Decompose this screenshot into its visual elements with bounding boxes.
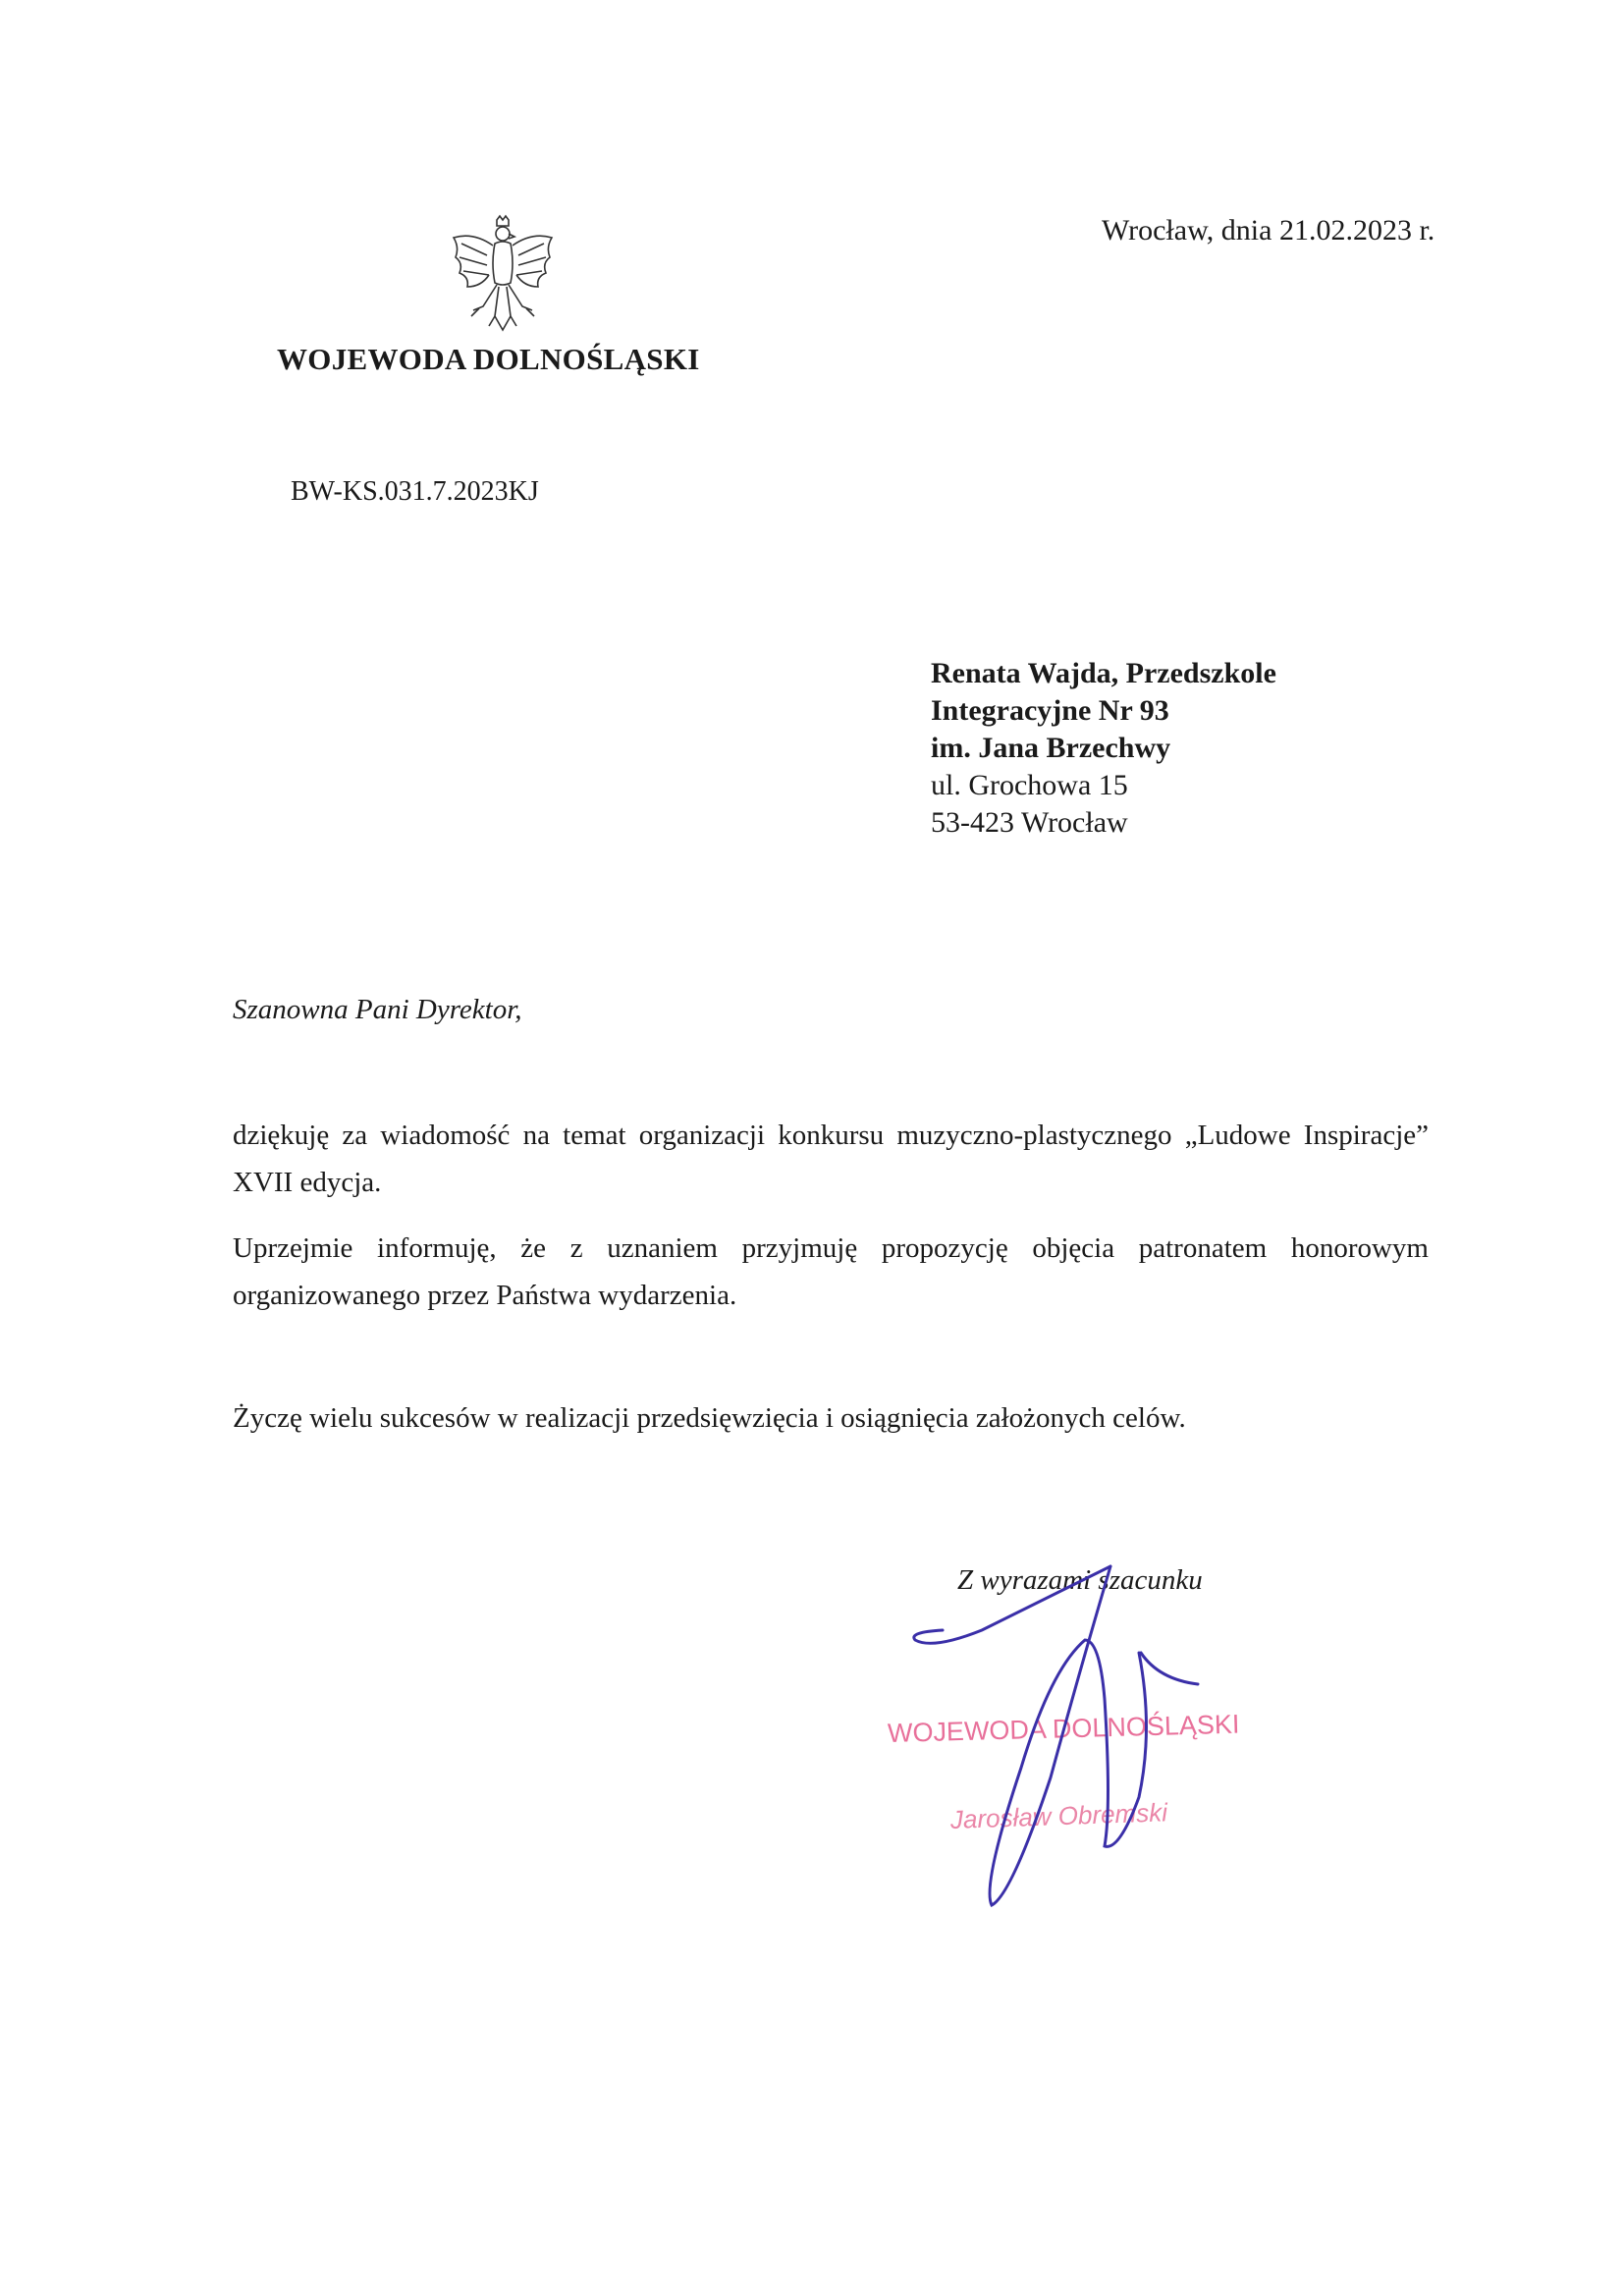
salutation: Szanowna Pani Dyrektor, <box>233 994 522 1025</box>
recipient-address <box>931 655 1276 842</box>
stamp-title: WOJEWODA DOLNOŚLĄSKI <box>887 1709 1240 1748</box>
body-paragraph: Uprzejmie informuję, że z uznaniem przyjmuję propozycję objęcia patronatem honorowym organizowanego przez Państwa wydarzenia. <box>233 1232 1429 1311</box>
stamp-name: Jarosław Obremski <box>949 1797 1168 1834</box>
recipient-city: 53-423 Wrocław <box>931 806 1128 839</box>
recipient-street: ul. Grochowa 15 <box>931 769 1128 801</box>
recipient-line: Integracyjne Nr 93 <box>931 694 1169 727</box>
letter-date: Wrocław, dnia 21.02.2023 r. <box>1102 214 1435 246</box>
polish-eagle-emblem-icon <box>444 214 562 336</box>
recipient-line: im. Jana Brzechwy <box>931 732 1171 764</box>
closing-phrase: Z wyrazami szacunku <box>957 1564 1203 1596</box>
body-paragraph: Życzę wielu sukcesów w realizacji przedsięwzięcia i osiągnięcia założonych celów. <box>233 1402 1186 1434</box>
body-paragraph: dziękuję za wiadomość na temat organizacji konkursu muzyczno-plastycznego „Ludowe Inspiracje” XVII edycja. <box>233 1120 1429 1198</box>
handwritten-signature <box>884 1552 1276 1925</box>
letterhead-office-title: WOJEWODA DOLNOŚLĄSKI <box>277 342 700 376</box>
reference-number: BW-KS.031.7.2023KJ <box>291 476 539 507</box>
recipient-line: Renata Wajda, Przedszkole <box>931 657 1276 689</box>
